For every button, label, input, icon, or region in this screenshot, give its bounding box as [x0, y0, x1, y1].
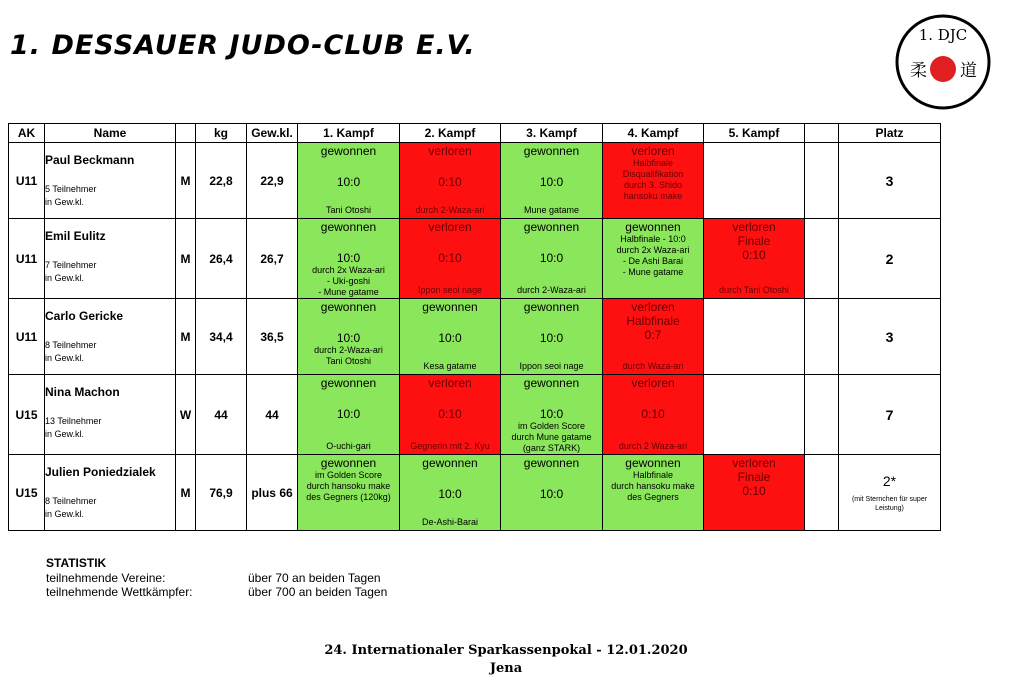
fight-result: gewonnen	[523, 144, 580, 158]
fight-result: gewonnen	[523, 220, 580, 234]
fight-score: 10:0	[539, 175, 564, 189]
fight-cell	[501, 219, 603, 299]
fight-result: gewonnen	[523, 456, 580, 470]
fight-cell	[298, 455, 400, 531]
fight-score: 10:0	[539, 251, 564, 265]
fight-score: 0:7	[644, 328, 662, 342]
fight-cell	[603, 455, 704, 531]
fight-detail: - De Ashi Barai	[622, 256, 684, 266]
place-cell	[839, 299, 941, 375]
event-title: 24. Internationaler Sparkassenpokal - 12.01.2020	[324, 643, 688, 658]
fight-detail: durch 3. Shido	[623, 180, 683, 190]
fight-result: gewonnen	[320, 376, 377, 390]
fight-cell-empty	[704, 299, 805, 375]
fight-result: verloren	[428, 376, 472, 390]
fight-cell	[298, 299, 400, 375]
table-row	[9, 299, 941, 375]
logo-text: 1. DJC	[918, 26, 968, 44]
weight-class-cell: 22,9	[247, 143, 298, 219]
club-title: 1. DESSAUER JUDO-CLUB E.V.	[10, 30, 476, 61]
place-value: 3	[885, 172, 894, 189]
column-header: Platz	[839, 124, 941, 143]
weight-cell: 22,8	[196, 143, 247, 219]
fight-cell	[501, 375, 603, 455]
table-row	[9, 143, 941, 219]
athlete-name: Nina Machon	[45, 385, 120, 399]
place-value: 2*	[882, 472, 897, 489]
age-class-cell: U15	[9, 375, 45, 455]
fight-score: 0:10	[438, 407, 462, 421]
participants-info	[45, 183, 175, 209]
statistics-section	[46, 556, 388, 599]
gender-cell: M	[176, 143, 196, 219]
logo-center-dot	[930, 56, 956, 82]
fight-detail: durch 2x Waza-ari	[312, 265, 385, 275]
weight-cell: 26,4	[196, 219, 247, 299]
fight-score: 10:0	[438, 331, 462, 345]
fight-technique: durch 2 Waza-ari	[618, 441, 688, 451]
weight-class-note: in Gew.kl.	[45, 429, 85, 439]
column-header: 1. Kampf	[298, 124, 400, 143]
fight-technique: Gegnerin mit 2. Kyu	[410, 441, 490, 451]
athlete-cell	[45, 299, 176, 375]
column-header: 3. Kampf	[501, 124, 603, 143]
fight-detail: durch hansoku make	[306, 481, 391, 491]
fight-detail: durch hansoku make	[611, 481, 695, 491]
column-header	[176, 124, 196, 143]
participants-info	[45, 339, 175, 365]
fight-score: 10:0	[539, 487, 564, 501]
athlete-cell	[45, 455, 176, 531]
fight-detail: Tani Otoshi	[325, 356, 372, 366]
column-header: 2. Kampf	[400, 124, 501, 143]
weight-class-cell: 26,7	[247, 219, 298, 299]
fight-cell	[298, 219, 400, 299]
fight-score: 10:0	[336, 407, 361, 421]
stat-value: über 70 an beiden Tagen	[248, 571, 381, 585]
fight-detail: Halbfinale - 10:0	[620, 234, 686, 244]
fight-result: verloren	[428, 220, 472, 234]
place-value: 2	[885, 250, 894, 267]
fight-detail: durch 2-Waza-ari	[314, 345, 383, 355]
athlete-name: Julien Poniedzialek	[45, 465, 156, 479]
fight-detail: Halbfinale	[632, 470, 674, 480]
participants-info	[45, 415, 175, 441]
fight-result: gewonnen	[422, 300, 478, 314]
fight-cell	[501, 455, 603, 531]
fight-cell	[603, 143, 704, 219]
fight-cell-empty	[704, 375, 805, 455]
weight-class-note: in Gew.kl.	[45, 197, 85, 207]
fight-score: 0:10	[438, 175, 462, 189]
fight-result: gewonnen	[422, 456, 478, 470]
fight-score: 10:0	[336, 251, 361, 265]
table-row	[9, 455, 941, 531]
fight-result: verloren	[732, 220, 776, 234]
athlete-name: Emil Eulitz	[45, 229, 106, 243]
place-cell	[839, 375, 941, 455]
weight-cell: 34,4	[196, 299, 247, 375]
athlete-cell	[45, 375, 176, 455]
stat-value: über 700 an beiden Tagen	[248, 585, 388, 599]
fight-technique: De-Ashi-Barai	[421, 517, 479, 527]
weight-class-note: in Gew.kl.	[45, 273, 85, 283]
fight-score: 10:0	[336, 175, 361, 189]
fight-detail: - Mune gatame	[622, 267, 684, 277]
age-class-cell: U15	[9, 455, 45, 531]
participants-count: 7 Teilnehmer	[45, 260, 97, 270]
fight-cell	[704, 455, 805, 531]
fight-score: 10:0	[539, 331, 564, 345]
fight-technique: durch 2-Waza-ari	[415, 205, 485, 215]
participants-count: 8 Teilnehmer	[45, 340, 97, 350]
spacer-cell	[805, 299, 839, 375]
fight-cell	[298, 375, 400, 455]
gender-cell: W	[176, 375, 196, 455]
fight-score: 0:10	[438, 251, 462, 265]
fight-cell	[603, 219, 704, 299]
place-note: (mit Sternchen für super Leistung)	[851, 495, 928, 512]
place-cell	[839, 143, 941, 219]
weight-class-cell: 44	[247, 375, 298, 455]
age-class-cell: U11	[9, 299, 45, 375]
fight-technique: Ippon seoi nage	[417, 285, 483, 295]
fight-round: Finale	[737, 470, 771, 484]
fight-cell	[603, 299, 704, 375]
fight-score: 10:0	[438, 487, 462, 501]
fight-result: gewonnen	[320, 456, 377, 470]
fight-cell	[704, 219, 805, 299]
logo-left-glyph: 柔	[910, 61, 927, 81]
fight-cell	[400, 455, 501, 531]
athlete-name: Carlo Gericke	[45, 309, 124, 323]
fight-cell-empty	[704, 143, 805, 219]
fight-result: gewonnen	[523, 376, 580, 390]
table-row	[9, 375, 941, 455]
fight-detail: - Uki-goshi	[326, 276, 370, 286]
fight-cell	[501, 299, 603, 375]
fight-result: gewonnen	[523, 300, 580, 314]
fight-detail: durch 2x Waza-ari	[616, 245, 690, 255]
weight-class-cell: 36,5	[247, 299, 298, 375]
participants-info	[45, 259, 175, 285]
fight-detail: des Gegners (120kg)	[306, 492, 391, 502]
results-table	[8, 123, 941, 531]
club-logo	[890, 14, 996, 110]
column-header: AK	[9, 124, 45, 143]
athlete-name: Paul Beckmann	[45, 153, 135, 167]
table-header-row	[9, 124, 941, 143]
fight-technique: Ippon seoi nage	[519, 361, 584, 371]
place-cell	[839, 455, 941, 531]
spacer-cell	[805, 143, 839, 219]
age-class-cell: U11	[9, 143, 45, 219]
fight-round: Halbfinale	[626, 314, 680, 328]
column-header: Gew.kl.	[247, 124, 298, 143]
fight-result: verloren	[631, 376, 675, 390]
place-value: 3	[885, 328, 894, 345]
place-value: 7	[885, 406, 894, 423]
age-class-cell: U11	[9, 219, 45, 299]
weight-class-cell: plus 66	[247, 455, 298, 531]
fight-technique: durch 2-Waza-ari	[517, 285, 586, 295]
column-header: 4. Kampf	[603, 124, 704, 143]
fight-cell	[400, 219, 501, 299]
fight-cell	[400, 143, 501, 219]
spacer-cell	[805, 219, 839, 299]
gender-cell: M	[176, 219, 196, 299]
fight-score: 0:10	[742, 248, 766, 262]
fight-result: verloren	[732, 456, 776, 470]
event-location: Jena	[489, 661, 523, 676]
fight-technique: durch Tani Otoshi	[719, 285, 789, 295]
fight-technique: durch Waza-ari	[622, 361, 684, 371]
fight-result: verloren	[631, 144, 675, 158]
stat-row-athletes	[46, 585, 388, 599]
fight-result: gewonnen	[625, 220, 681, 234]
fight-result: gewonnen	[320, 220, 377, 234]
fight-result: gewonnen	[320, 144, 377, 158]
fight-score: 10:0	[539, 407, 564, 421]
fight-cell	[400, 375, 501, 455]
spacer-cell	[805, 375, 839, 455]
fight-detail: hansoku make	[623, 191, 683, 201]
logo-right-glyph: 道	[960, 61, 977, 81]
fight-cell	[400, 299, 501, 375]
athlete-cell	[45, 219, 176, 299]
fight-score: 0:10	[742, 484, 766, 498]
fight-result: gewonnen	[320, 300, 377, 314]
stat-label: teilnehmende Vereine:	[46, 571, 166, 585]
fight-technique: O-uchi-gari	[326, 441, 371, 451]
column-header: kg	[196, 124, 247, 143]
place-cell	[839, 219, 941, 299]
participants-count: 13 Teilnehmer	[45, 416, 102, 426]
fight-detail: Disqualifikation	[622, 169, 684, 179]
fight-detail: durch Mune gatame	[511, 432, 592, 442]
fight-technique: Mune gatame	[523, 205, 580, 215]
athlete-cell	[45, 143, 176, 219]
fight-detail: im Golden Score	[314, 470, 383, 480]
fight-round: Finale	[737, 234, 771, 248]
fight-detail: - Mune gatame	[318, 287, 379, 297]
fight-detail: (ganz STARK)	[522, 443, 581, 453]
spacer-cell	[805, 455, 839, 531]
fight-result: verloren	[428, 144, 472, 158]
fight-score: 10:0	[336, 331, 361, 345]
participants-info	[45, 495, 175, 521]
gender-cell: M	[176, 455, 196, 531]
weight-class-note: in Gew.kl.	[45, 353, 85, 363]
fight-score: 0:10	[641, 407, 665, 421]
stat-row-clubs	[46, 571, 381, 585]
participants-count: 8 Teilnehmer	[45, 496, 97, 506]
column-header	[805, 124, 839, 143]
participants-count: 5 Teilnehmer	[45, 184, 97, 194]
fight-cell	[298, 143, 400, 219]
stat-label: teilnehmende Wettkämpfer:	[46, 585, 193, 599]
fight-detail: im Golden Score	[517, 421, 586, 431]
fight-detail: Halbfinale	[632, 158, 674, 168]
gender-cell: M	[176, 299, 196, 375]
fight-detail: des Gegners	[627, 492, 679, 502]
fight-cell	[501, 143, 603, 219]
fight-result: verloren	[631, 300, 675, 314]
weight-cell: 76,9	[196, 455, 247, 531]
fight-cell	[603, 375, 704, 455]
event-footer	[0, 642, 1012, 678]
fight-result: gewonnen	[625, 456, 681, 470]
table-row	[9, 219, 941, 299]
fight-technique: Tani Otoshi	[325, 205, 372, 215]
column-header: 5. Kampf	[704, 124, 805, 143]
fight-technique: Kesa gatame	[423, 361, 477, 371]
weight-cell: 44	[196, 375, 247, 455]
weight-class-note: in Gew.kl.	[45, 509, 85, 519]
column-header: Name	[45, 124, 176, 143]
statistics-title: STATISTIK	[46, 556, 107, 570]
